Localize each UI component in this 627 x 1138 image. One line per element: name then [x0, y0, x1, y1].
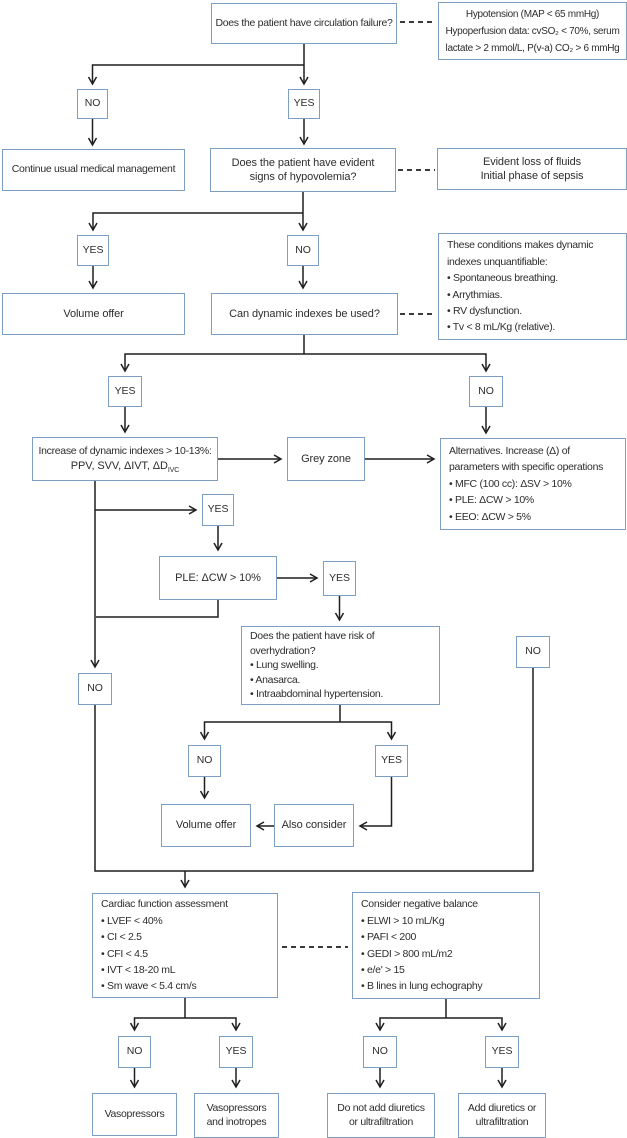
also-consider-box: Also consider [274, 804, 354, 847]
overhydration-question-box: Does the patient have risk of overhydration? • Lung swelling. • Anasarca. • Intraabdominal hypertension. [241, 626, 440, 705]
decision-no-alternatives: NO [516, 636, 550, 668]
decision-yes-cardiac: YES [219, 1036, 253, 1068]
decision-yes-hypovolemia: YES [77, 235, 109, 266]
ple-test-box: PLE: ΔCW > 10% [159, 556, 277, 600]
decision-no-negative-balance: NO [363, 1036, 397, 1068]
hypotension-criteria-box: Hypotension (MAP < 65 mmHg) Hypoperfusion data: cvSO₂ < 70%, serum lactate > 2 mmol/L, P(v-a) CO₂ > 6 mmHg [438, 2, 627, 60]
increase-indexes-box: Increase of dynamic indexes > 10-13%: PPV, SVV, ΔIVT, $\Delta D_{IVC}$ [32, 437, 218, 481]
grey-zone-box: Grey zone [287, 437, 365, 481]
volume-offer-box-2: Volume offer [161, 804, 251, 847]
decision-no-dynamic-indexes: NO [469, 376, 503, 407]
indexes-list: PPV, SVV, ΔIVT, $\Delta D_{IVC}$ [70, 459, 180, 474]
no-diuretics-box: Do not add diuretics or ultrafiltration [327, 1093, 435, 1138]
volume-offer-box-1: Volume offer [2, 293, 185, 335]
negative-balance-box: Consider negative balance • ELWI > 10 mL/Kg • PAFI < 200 • GEDI > 800 mL/m2 • e/e' > 15 • B lines in lung echography [352, 892, 540, 999]
continue-management-box: Continue usual medical management [2, 149, 185, 191]
decision-yes-circulation: YES [288, 89, 320, 119]
dynamic-indexes-question-box: Can dynamic indexes be used? [211, 293, 398, 335]
decision-no-overhydration: NO [188, 745, 221, 777]
fluid-loss-info-box: Evident loss of fluids Initial phase of sepsis [437, 148, 627, 190]
decision-yes-ple: YES [323, 561, 356, 596]
decision-yes-increase: YES [202, 494, 234, 526]
add-diuretics-box: Add diuretics or ultrafiltration [458, 1093, 546, 1138]
cardiac-assessment-box: Cardiac function assessment • LVEF < 40% • CI < 2.5 • CFI < 4.5 • IVT < 18-20 mL • Sm wave < 5.4 cm/s [92, 893, 278, 998]
decision-yes-negative-balance: YES [485, 1036, 519, 1068]
dynamic-unquantifiable-info-box: These conditions makes dynamic indexes unquantifiable: • Spontaneous breathing. • Arrythmias. • RV dysfunction. • Tv < 8 mL/Kg (relative). [438, 233, 627, 340]
hypovolemia-question-box: Does the patient have evident signs of hypovolemia? [210, 148, 396, 192]
question-text: Does the patient have circulation failure? [215, 16, 393, 29]
decision-no-hypovolemia: NO [287, 235, 319, 266]
vasopressors-inotropes-box: Vasopressors and inotropes [194, 1093, 279, 1138]
decision-no-circulation: NO [77, 89, 108, 119]
decision-no-cardiac: NO [118, 1036, 151, 1068]
alternatives-box: Alternatives. Increase (Δ) of parameters with specific operations • MFC (100 cc): ΔSV > 10% • PLE: ΔCW > 10% • EEO: ΔCW > 5% [440, 438, 626, 530]
circulation-failure-question-box [211, 3, 397, 44]
vasopressors-box: Vasopressors [92, 1093, 177, 1136]
decision-yes-dynamic-indexes: YES [108, 376, 142, 407]
decision-no-increase: NO [78, 673, 112, 705]
decision-yes-overhydration: YES [375, 745, 408, 777]
